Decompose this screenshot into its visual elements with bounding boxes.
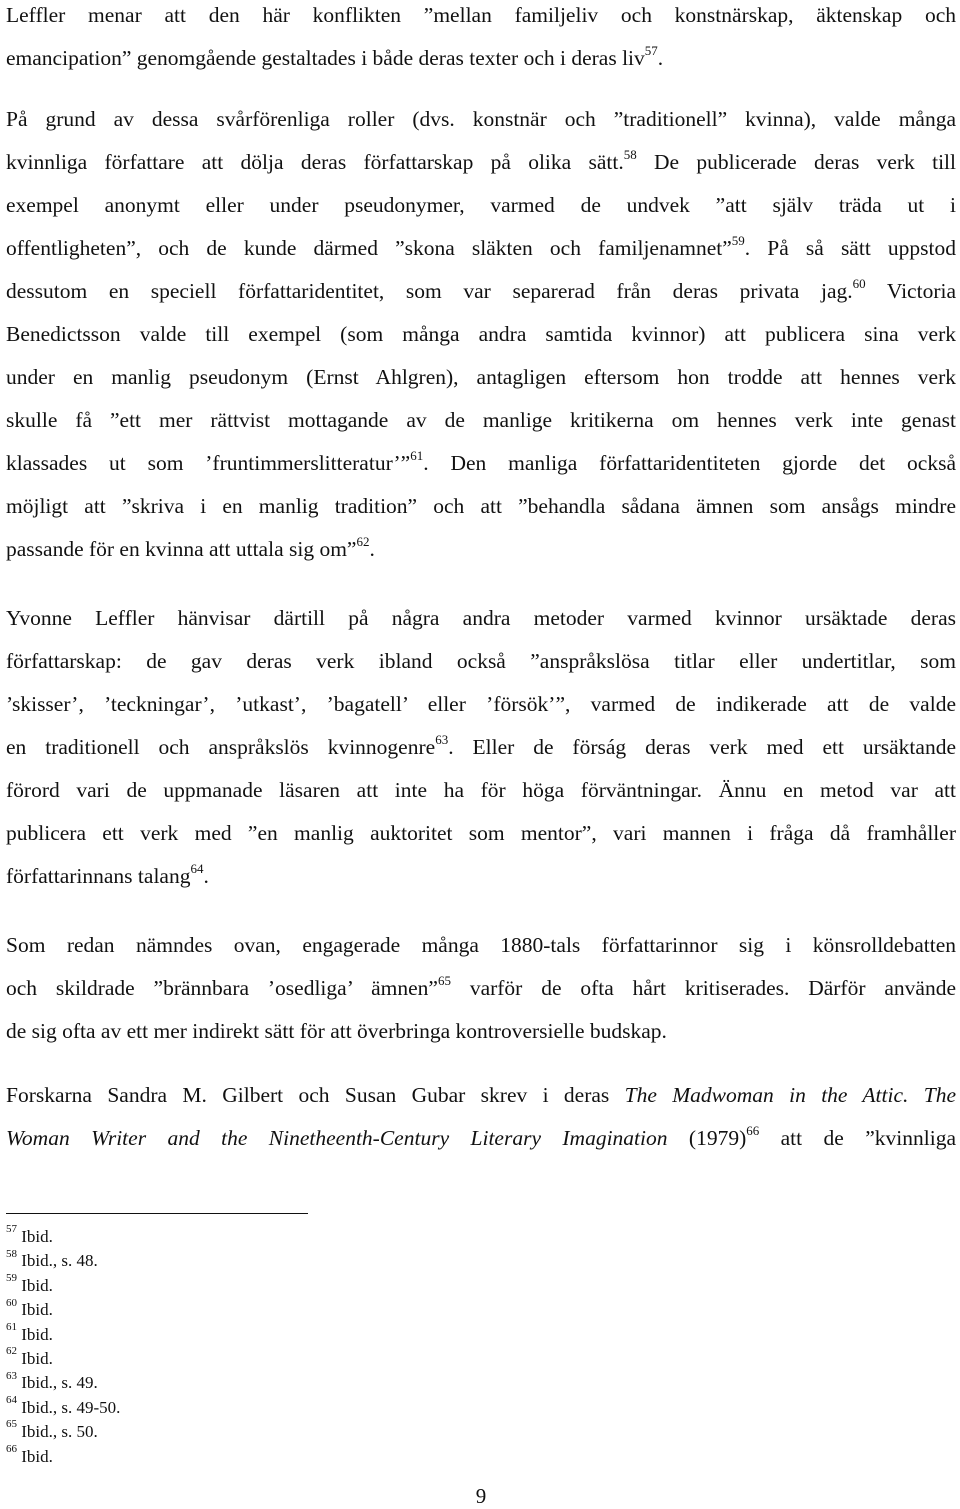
footnote [6, 1223, 406, 1250]
text-line: På grund av dessa svårförenliga roller (dvs. konstnär och ”traditionell” kvinna), valde många [6, 107, 956, 131]
book-title: The Madwoman in the Attic. The [624, 1083, 956, 1107]
text-line [6, 233, 956, 276]
footnote [6, 1394, 406, 1421]
text-line: under en manlig pseudonym (Ernst Ahlgren), antagligen eftersom hon trodde att hennes verk [6, 365, 956, 389]
footnote-ref[interactable]: 64 [190, 860, 204, 876]
footnote-text: Ibid. [21, 1324, 53, 1344]
text-segment: och skildrade ”brännbara ’osedliga’ ämnen” [6, 976, 438, 1000]
footnote-text: Ibid. [21, 1348, 53, 1368]
footnote-ref[interactable]: 66 [746, 1123, 760, 1138]
text-segment: offentligheten”, och de kunde därmed ”skona släkten och familjenamnet” [6, 236, 732, 260]
footnote-separator [6, 1213, 308, 1214]
footnote [6, 1442, 406, 1470]
text-segment: . Den manliga författaridentiteten gjorde det också [423, 451, 956, 475]
footnote-ref[interactable]: 58 [623, 147, 637, 162]
footnote [6, 1345, 406, 1372]
text-line: författarskap: de gav deras verk ibland också ”anspråkslösa titlar eller undertitlar, som [6, 649, 956, 673]
footnote [6, 1272, 406, 1299]
footnote [6, 1296, 406, 1323]
footnote-text: Ibid. [21, 1446, 53, 1466]
text-line [6, 534, 956, 577]
footnote-number: 66 [6, 1442, 17, 1455]
paragraph-1 [6, 0, 956, 86]
footnote-number: 58 [6, 1247, 17, 1260]
text-line: publicera ett verk med ”en manlig auktoritet som mentor”, vari mannen i fråga då framhåller [6, 821, 956, 845]
text-line [6, 1080, 956, 1123]
text-line: de sig ofta av ett mer indirekt sätt för att överbringa kontroversielle budskap. [6, 1019, 667, 1043]
text-line: Yvonne Leffler hänvisar därtill på några andra metoder varmed kvinnor ursäktade deras [6, 606, 956, 630]
footnote-ref[interactable]: 60 [852, 276, 866, 291]
text-line [6, 276, 956, 319]
text-line [6, 43, 956, 86]
footnote-text: Ibid., s. 49-50. [21, 1397, 121, 1417]
text-line [6, 732, 956, 775]
footnote-text: Ibid., s. 49. [21, 1373, 98, 1393]
footnote-text: Ibid., s. 48. [21, 1251, 98, 1271]
text-segment: klassades ut som ’fruntimmerslitteratur’” [6, 451, 411, 475]
footnote-number: 57 [6, 1223, 17, 1236]
footnote-number: 60 [6, 1296, 17, 1309]
footnote-text: Ibid., s. 50. [21, 1422, 98, 1442]
footnote-text: Ibid. [21, 1300, 53, 1320]
text-line [6, 448, 956, 491]
footnote-number: 63 [6, 1369, 17, 1382]
footnote-number: 59 [6, 1272, 17, 1285]
footnote-text: Ibid. [21, 1275, 53, 1295]
text-segment: författarinnans talang [6, 864, 191, 888]
footnote-ref[interactable]: 63 [435, 732, 449, 747]
footnote-number: 61 [6, 1320, 17, 1333]
text-segment: . På så sätt uppstod [744, 236, 956, 260]
footnote [6, 1369, 406, 1396]
text-line: Som redan nämndes ovan, engagerade många 1880-tals författarinnor sig i könsrolldebatten [6, 933, 956, 957]
text-segment: dessutom en speciell författaridentitet, som var separerad från deras privata jag. [6, 279, 853, 303]
text-line [6, 147, 956, 190]
footnote-ref[interactable]: 61 [410, 448, 424, 463]
text-segment: . Eller de förság deras verk med ett ursäktande [448, 735, 956, 759]
footnote-ref[interactable]: 65 [437, 973, 451, 988]
footnotes [6, 1223, 406, 1470]
text-line: exempel anonymt eller under pseudonymer, varmed de undvek ”att själv träda ut i [6, 193, 956, 217]
text-segment: en traditionell och anspråkslös kvinnogenre [6, 735, 436, 759]
text-segment: Forskarna Sandra M. Gilbert och Susan Gubar skrev i deras [6, 1083, 625, 1107]
document-page [6, 0, 956, 1509]
text-segment: varför de ofta hårt kritiserades. Därför använde [450, 976, 956, 1000]
footnote-ref[interactable]: 59 [731, 233, 745, 248]
text-line [6, 1123, 956, 1166]
text-line: Benedictsson valde till exempel (som många andra samtida kvinnor) att publicera sina verk [6, 322, 956, 346]
text-line: ’skisser’, ’teckningar’, ’utkast’, ’bagatell’ eller ’försök’”, varmed de indikerade att de valde [6, 692, 956, 716]
page-number: 9 [475, 1484, 487, 1508]
text-segment: emancipation” genomgående gestaltades i både deras texter och i deras liv [6, 46, 645, 70]
footnote-number: 64 [6, 1394, 17, 1407]
footnote-number: 65 [6, 1418, 17, 1431]
text-segment: kvinnliga författare att dölja deras författarskap på olika sätt. [6, 150, 624, 174]
footnote-text: Ibid. [21, 1227, 53, 1246]
text-segment: . [369, 537, 375, 561]
text-line [6, 861, 956, 904]
paragraph-3 [6, 603, 956, 904]
book-title: Woman Writer and the Ninetheenth-Century Literary Imagination [6, 1126, 668, 1150]
paragraph-5 [6, 1080, 956, 1166]
paragraph-2 [6, 104, 956, 577]
footnote [6, 1320, 406, 1348]
footnote [6, 1418, 406, 1445]
text-segment: . [203, 864, 209, 888]
footnote-ref[interactable]: 62 [356, 533, 370, 549]
text-segment: (1979) [667, 1126, 747, 1150]
text-line: skulle få ”ett mer rättvist mottagande av de manlige kritikerna om hennes verk inte genast [6, 408, 956, 432]
footnote [6, 1247, 406, 1274]
text-line [6, 973, 956, 1016]
text-segment: De publicerade deras verk till [636, 150, 956, 174]
text-segment: att de ”kvinnliga [759, 1126, 956, 1150]
text-segment: passande för en kvinna att uttala sig om” [6, 537, 357, 561]
text-segment: Victoria [865, 279, 956, 303]
text-line: möjligt att ”skriva i en manlig tradition” och att ”behandla sådana ämnen som ansågs mindre [6, 494, 956, 518]
paragraph-4 [6, 930, 956, 1059]
text-line: Leffler menar att den här konflikten ”mellan familjeliv och konstnärskap, äktenskap och [6, 3, 956, 27]
footnote-ref[interactable]: 57 [644, 42, 658, 58]
footnote-number: 62 [6, 1345, 17, 1358]
text-segment: . [657, 46, 664, 70]
text-line: förord vari de uppmanade läsaren att inte ha för höga förväntningar. Ännu en metod var att [6, 778, 956, 802]
